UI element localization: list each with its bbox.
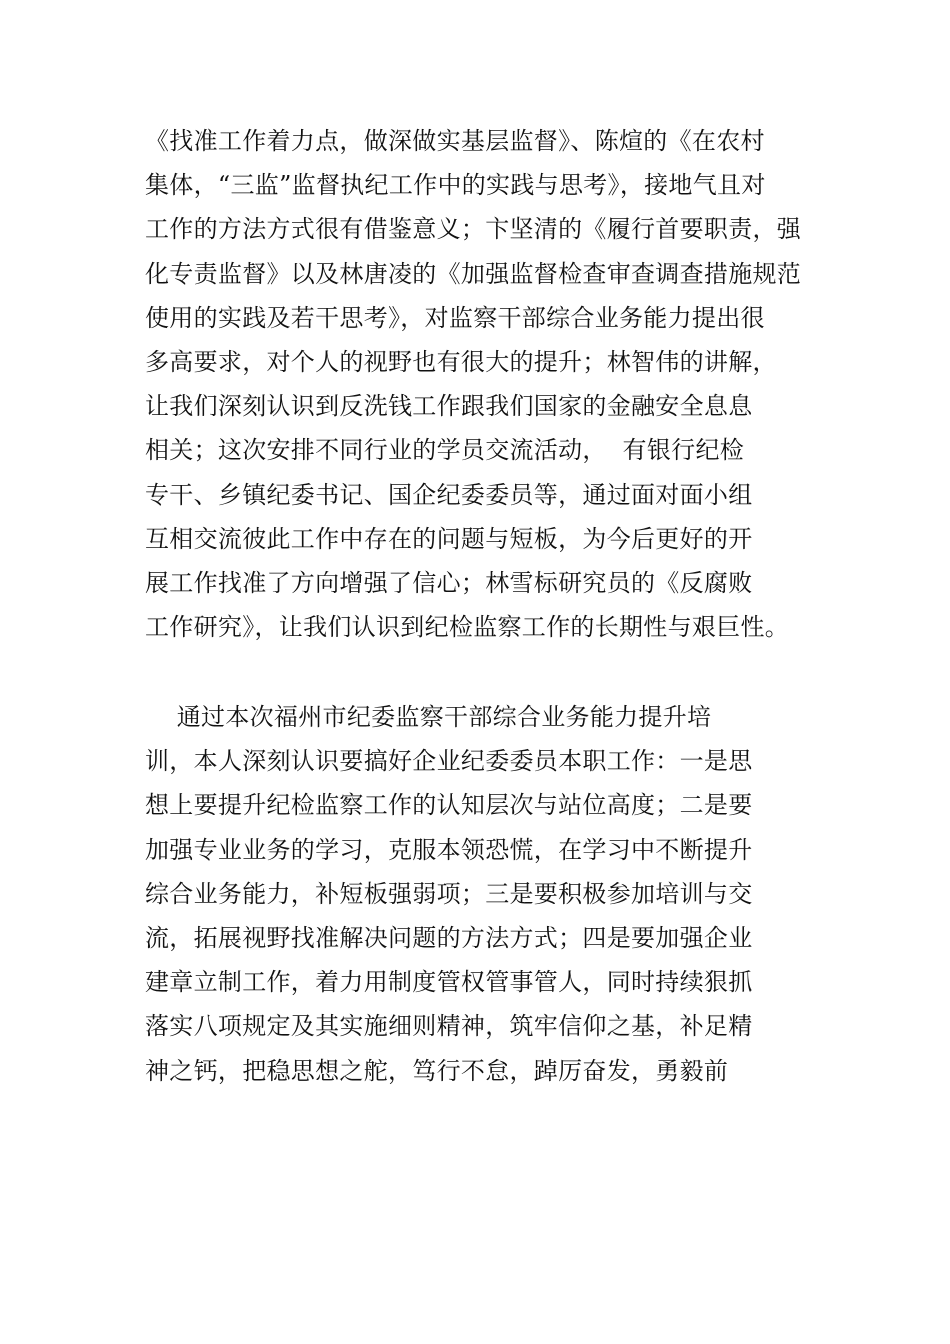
text-line: 展工作找准了方向增强了信心；林雪标研究员的《反腐败	[145, 568, 753, 597]
text-line: 工作研究》，让我们认识到纪检监察工作的长期性与艰巨性。	[145, 613, 790, 642]
text-line: 化专责监督》以及林唐凌的《加强监督检查审查调查措施规范	[145, 259, 802, 288]
text-line: 流，拓展视野找准解决问题的方法方式；四是要加强企业	[145, 923, 753, 952]
text-line: 综合业务能力，补短板强弱项；三是要积极参加培训与交	[145, 879, 753, 908]
text-line: 加强专业业务的学习，克服本领恐慌，在学习中不断提升	[145, 835, 753, 864]
text-line: 通过本次福州市纪委监察干部综合业务能力提升培	[145, 703, 712, 731]
text-line: 集体，“三监”监督执纪工作中的实践与思考》，接地气且对	[145, 171, 766, 200]
text-line: 《找准工作着力点，做深做实基层监督》、陈煊的《在农村	[145, 127, 765, 155]
paragraph-2	[145, 695, 805, 1093]
text-line: 神之钙，把稳思想之舵，笃行不怠，踔厉奋发，勇毅前	[145, 1056, 729, 1085]
text-line: 互相交流彼此工作中存在的问题与短板，为今后更好的开	[145, 524, 753, 553]
text-line: 专干、乡镇纪委书记、国企纪委委员等，通过面对面小组	[145, 480, 753, 509]
text-line: 相关；这次安排不同行业的学员交流活动， 有银行纪检	[145, 436, 745, 465]
text-line: 训，本人深刻认识要搞好企业纪委委员本职工作：一是思	[145, 747, 753, 776]
text-line: 让我们深刻认识到反洗钱工作跟我们国家的金融安全息息	[145, 392, 753, 421]
text-line: 工作的方法方式很有借鉴意义；卞坚清的《履行首要职责，强	[145, 215, 802, 244]
text-line: 落实八项规定及其实施细则精神，筑牢信仰之基，补足精	[145, 1012, 753, 1041]
paragraph-1	[145, 119, 805, 649]
text-line: 想上要提升纪检监察工作的认知层次与站位高度；二是要	[145, 791, 753, 820]
text-line: 建章立制工作，着力用制度管权管事管人，同时持续狠抓	[145, 968, 753, 997]
text-line: 多高要求，对个人的视野也有很大的提升；林智伟的讲解，	[145, 347, 777, 376]
text-line: 使用的实践及若干思考》，对监察干部综合业务能力提出很	[145, 303, 765, 332]
